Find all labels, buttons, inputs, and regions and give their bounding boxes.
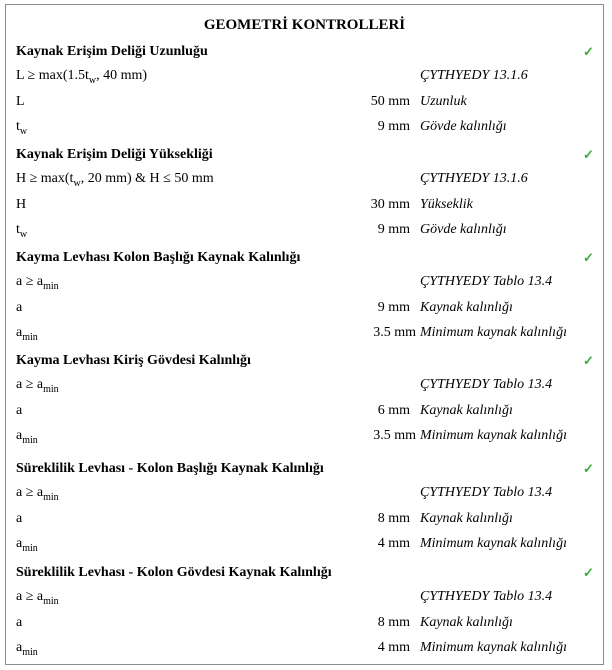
section-title: Süreklilik Levhası - Kolon Başlığı Kaynak Kalınlığı [16, 461, 324, 476]
section-title: Kayma Levhası Kolon Başlığı Kaynak Kalınlığı [16, 250, 301, 265]
parameter-symbol: $a_{min}$ [16, 428, 38, 446]
check-icon: ✓ [583, 250, 594, 265]
parameter-description: Minimum kaynak kalınlığı [420, 640, 567, 655]
parameter-value: 6 mm [377, 403, 410, 418]
parameter-symbol: $a_{min}$ [16, 325, 38, 343]
parameter-value: 8 mm [377, 615, 410, 630]
parameter-subscript: w [19, 126, 28, 137]
formula-subscript: min [43, 596, 59, 607]
parameter-symbol: a [16, 511, 23, 526]
section-title: Süreklilik Levhası - Kolon Gövdesi Kaynak Kalınlığı [16, 565, 332, 580]
parameter-value: 3.5 mm [373, 428, 416, 443]
section-formula: $a \ge a_{min}$ [16, 485, 59, 503]
parameter-symbol: a [16, 615, 23, 630]
parameter-subscript: min [22, 647, 38, 658]
parameter-value: 8 mm [377, 511, 410, 526]
check-icon: ✓ [583, 147, 594, 162]
section-reference: ÇYTHYEDY Tablo 13.4 [420, 485, 553, 500]
parameter-value: 30 mm [370, 197, 410, 212]
check-icon: ✓ [583, 565, 594, 580]
check-icon: ✓ [583, 44, 594, 59]
parameter-symbol: $t_w$ [16, 119, 28, 137]
parameter-description: Minimum kaynak kalınlığı [420, 536, 567, 551]
parameter-value: 4 mm [377, 536, 410, 551]
section-reference: ÇYTHYEDY Tablo 13.4 [420, 589, 553, 604]
formula-subscript: w [88, 75, 97, 86]
parameter-description: Kaynak kalınlığı [420, 403, 513, 418]
parameter-symbol: H [16, 197, 27, 212]
parameter-value: 9 mm [377, 222, 410, 237]
section-reference: ÇYTHYEDY 13.1.6 [420, 68, 528, 83]
parameter-description: Kaynak kalınlığı [420, 615, 513, 630]
section-title: Kayma Levhası Kiriş Gövdesi Kalınlığı [16, 353, 251, 368]
parameter-description: Uzunluk [420, 94, 467, 109]
parameter-subscript: min [22, 332, 38, 343]
section-formula: $H \ge \max(t_w$, 20 mm) & H ≤ 50 mm [16, 171, 214, 189]
parameter-value: 4 mm [377, 640, 410, 655]
parameter-description: Minimum kaynak kalınlığı [420, 428, 567, 443]
section-formula: $a \ge a_{min}$ [16, 377, 59, 395]
check-icon: ✓ [583, 461, 594, 476]
check-icon: ✓ [583, 353, 594, 368]
parameter-symbol: $a_{min}$ [16, 536, 38, 554]
section-title: Kaynak Erişim Deliği Uzunluğu [16, 44, 208, 59]
geometry-checks-panel [5, 4, 604, 665]
section-reference: ÇYTHYEDY Tablo 13.4 [420, 377, 553, 392]
section-formula: $L \ge \max(1.5t_w$, 40 mm) [16, 68, 148, 86]
section-reference: ÇYTHYEDY Tablo 13.4 [420, 274, 553, 289]
section-reference: ÇYTHYEDY 13.1.6 [420, 171, 528, 186]
parameter-subscript: min [22, 543, 38, 554]
parameter-description: Gövde kalınlığı [420, 119, 507, 134]
parameter-symbol: a [16, 403, 23, 418]
report-title: GEOMETRİ KONTROLLERİ [203, 17, 406, 33]
section-formula: $a \ge a_{min}$ [16, 274, 59, 292]
parameter-value: 9 mm [377, 300, 410, 315]
parameter-description: Kaynak kalınlığı [420, 511, 513, 526]
parameter-value: 3.5 mm [373, 325, 416, 340]
section-title: Kaynak Erişim Deliği Yüksekliği [16, 147, 213, 162]
parameter-value: 50 mm [370, 94, 410, 109]
parameter-description: Yükseklik [420, 197, 473, 212]
formula-subscript: min [43, 384, 59, 395]
parameter-symbol: L [16, 94, 25, 109]
parameter-symbol: $t_w$ [16, 222, 28, 240]
section-formula: $a \ge a_{min}$ [16, 589, 59, 607]
parameter-subscript: min [22, 435, 38, 446]
parameter-description: Kaynak kalınlığı [420, 300, 513, 315]
parameter-symbol: a [16, 300, 23, 315]
parameter-description: Gövde kalınlığı [420, 222, 507, 237]
formula-subscript: w [73, 178, 81, 189]
parameter-description: Minimum kaynak kalınlığı [420, 325, 567, 340]
parameter-subscript: w [19, 229, 28, 240]
formula-subscript: min [43, 492, 59, 503]
parameter-value: 9 mm [377, 119, 410, 134]
formula-subscript: min [43, 281, 59, 292]
parameter-symbol: $a_{min}$ [16, 640, 38, 658]
